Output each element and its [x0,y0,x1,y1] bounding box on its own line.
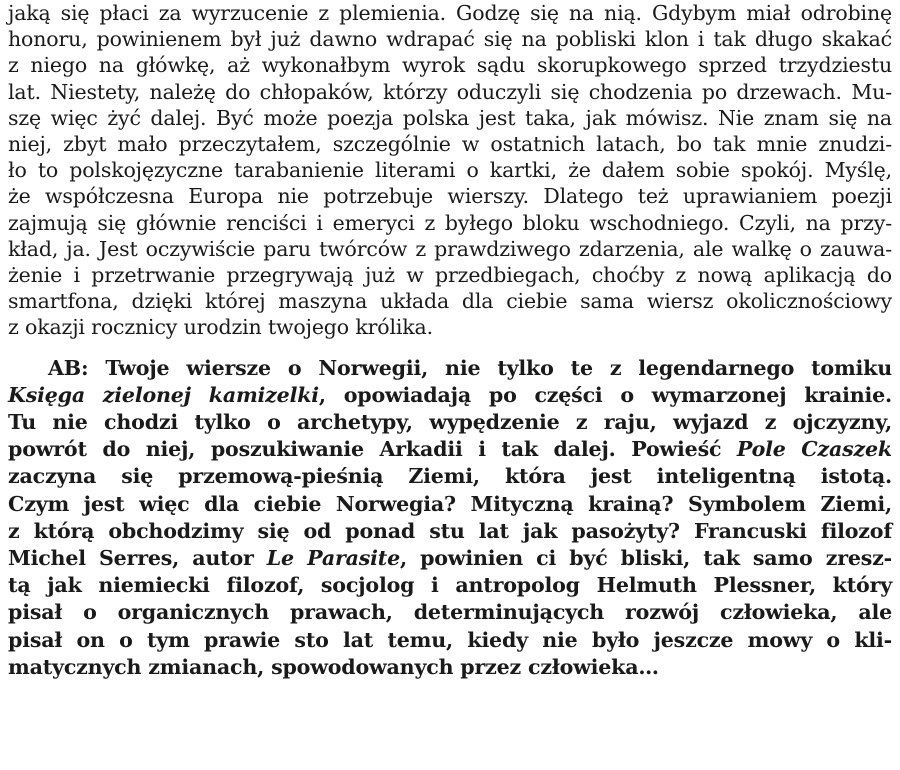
question-line [8,545,892,572]
document-page [8,0,892,681]
question-text: , opowiadają po części o wymarzonej krainie. [318,382,892,407]
question-line: Tu nie chodzi tylko o archetypy, wypędzenie z raju, wyjazd z ojczyzny, [8,410,892,435]
question-line: zaczyna się przemową-pieśnią Ziemi, która jest inteligentną istotą. [8,464,892,489]
text-line: zajmują się głównie renciści i emeryci z byłego bloku wschodniego. Czyli, na przy- [8,210,892,235]
text-line: ło to polskojęzyczne tarabanienie literami o kartki, że dałem sobie spokój. Myślę, [8,158,892,183]
question-text: Michel Serres, autor [8,546,267,571]
text-line: lat. Niestety, należę do chłopaków, którzy oduczyli się chodzenia po drzewach. Mu- [8,79,892,104]
text-line: honoru, powinienem był już dawno wdrapać się na pobliski klon i tak długo skakać [8,27,892,52]
question-paragraph [8,355,892,681]
text-line: żenie i przetrwanie przegrywają już w przedbiegach, choćby z nową aplikacją do [8,263,892,288]
answer-paragraph [8,0,892,341]
question-text: , powinien ci być bliski, tak samo zresz- [399,546,892,571]
question-line: pisał o organicznych prawach, determinujących rozwój człowieka, ale [8,600,892,625]
text-line: że współczesna Europa nie potrzebuje wierszy. Dlatego też uprawianiem poezji [8,184,892,209]
book-title: Księga zielonej kamizelki [8,382,319,407]
text-line: z niego na główkę, aż wykonałbym wyrok sądu skorupkowego sprzed trzydziestu [8,53,892,78]
question-line [8,436,892,463]
text-line: jaką się płaci za wyrzucenie z plemienia. Godzę się na nią. Gdybym miał odrobinę [8,1,892,25]
question-text: powrót do niej, poszukiwanie Arkadii i tak dalej. Powieść [8,437,737,462]
question-line: matycznych zmianach, spowodowanych przez człowieka… [8,654,659,679]
text-line: z okazji rocznicy urodzin twojego królika. [8,315,433,340]
text-line: niej, zbyt mało przeczytałem, szczególnie w ostatnich latach, bo tak mnie znudzi- [8,132,892,157]
question-line: AB: Twoje wiersze o Norwegii, nie tylko te z legendarnego tomiku [48,355,892,380]
question-line: pisał on o tym prawie sto lat temu, kiedy nie było jeszcze mowy o kli- [8,627,892,652]
text-line: smartfona, dzięki której maszyna układa dla ciebie sama wiersz okolicznościowy [8,289,892,314]
book-title: Le Parasite [266,546,400,571]
question-line: tą jak niemiecki filozof, socjolog i antropolog Helmuth Plessner, który [8,573,892,598]
question-line: z którą obchodzimy się od ponad stu lat jak pasożyty? Francuski filozof [8,518,892,543]
book-title: Pole Czaszek [736,437,892,462]
text-line: kład, ja. Jest oczywiście paru twórców z prawdziwego zdarzenia, ale walkę o zauwa- [8,236,892,261]
text-line: szę więc żyć dalej. Być może poezja polska jest taka, jak mówisz. Nie znam się na [8,105,892,130]
question-line: Czym jest więc dla ciebie Norwegia? Mityczną krainą? Symbolem Ziemi, [8,491,892,516]
question-line [8,382,892,409]
